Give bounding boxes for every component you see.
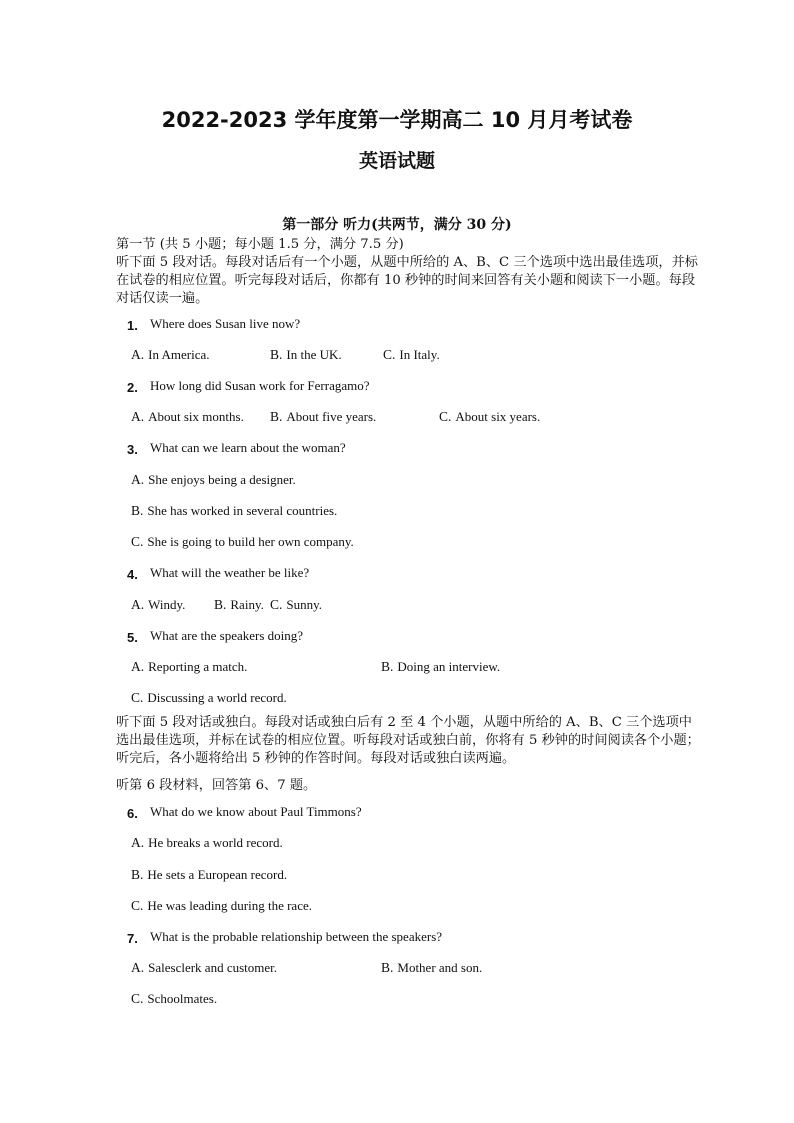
option-b: B. Rainy. <box>214 597 264 612</box>
question-text: What are the speakers doing? <box>150 628 304 643</box>
question-number: 3. <box>127 442 138 457</box>
option-c: C. In Italy. <box>383 347 440 362</box>
option-c: C. Discussing a world record. <box>131 690 287 705</box>
question-number: 2. <box>127 380 138 395</box>
option-a: A. In America. <box>131 347 210 362</box>
question-text: What is the probable relationship between the speakers? <box>150 929 443 944</box>
option-b: B. Mother and son. <box>381 960 483 975</box>
exam-subtitle: 英语试题 <box>358 150 435 172</box>
option-b: B. About five years. <box>270 409 377 424</box>
section-one-heading: 第一节 (共 5 小题；每小题 1.5 分，满分 7.5 分) <box>116 237 404 252</box>
exam-title: 2022-2023 学年度第一学期高二 10 月月考试卷 <box>161 108 633 132</box>
section-two-directions: 听下面 5 段对话或独白。每段对话或独白后有 2 至 4 个小题，从题中所给的 A、B、C 三个选项中选出最佳选项，并标在试卷的相应位置。听每段对话或独白前，你将有 5 秒钟的时间阅读各个小题；听完后，各小题将给出 5 秒钟的作答时间。每段对话或独白读两遍。 <box>116 715 700 766</box>
option-a: A. She enjoys being a designer. <box>131 472 296 487</box>
question-number: 5. <box>127 630 138 645</box>
option-c: C. Schoolmates. <box>131 991 218 1006</box>
part-one-heading: 第一部分 听力(共两节，满分 30 分) <box>282 217 512 233</box>
option-a: A. Windy. <box>131 597 186 612</box>
option-a: A. Salesclerk and customer. <box>131 960 278 975</box>
question-text: What will the weather be like? <box>150 565 310 580</box>
question-number: 1. <box>127 318 138 333</box>
question-number: 4. <box>127 567 138 582</box>
question-text: Where does Susan live now? <box>150 316 301 331</box>
option-b: B. She has worked in several countries. <box>131 503 338 518</box>
question-text: What do we know about Paul Timmons? <box>150 804 362 819</box>
option-c: C. About six years. <box>439 409 541 424</box>
option-a: A. He breaks a world record. <box>131 835 283 850</box>
option-b: B. He sets a European record. <box>131 867 288 882</box>
option-c: C. She is going to build her own company. <box>131 534 354 549</box>
question-text: What can we learn about the woman? <box>150 440 346 455</box>
section-one-directions: 听下面 5 段对话。每段对话后有一个小题，从题中所给的 A、B、C 三个选项中选出最佳选项，并标在试卷的相应位置。听完每段对话后，你都有 10 秒钟的时间来回答有关小题和阅读下一小题。每段对话仅读一遍。 <box>116 255 698 306</box>
question-number: 6. <box>127 806 138 821</box>
option-a: A. About six months. <box>131 409 244 424</box>
option-c: C. Sunny. <box>270 597 323 612</box>
question-number: 7. <box>127 931 138 946</box>
option-c: C. He was leading during the race. <box>131 898 312 913</box>
question-text: How long did Susan work for Ferragamo? <box>150 378 370 393</box>
material-six-instruction: 听第 6 段材料，回答第 6、7 题。 <box>116 778 317 793</box>
option-b: B. In the UK. <box>270 347 342 362</box>
option-a: A. Reporting a match. <box>131 659 248 674</box>
option-b: B. Doing an interview. <box>381 659 501 674</box>
